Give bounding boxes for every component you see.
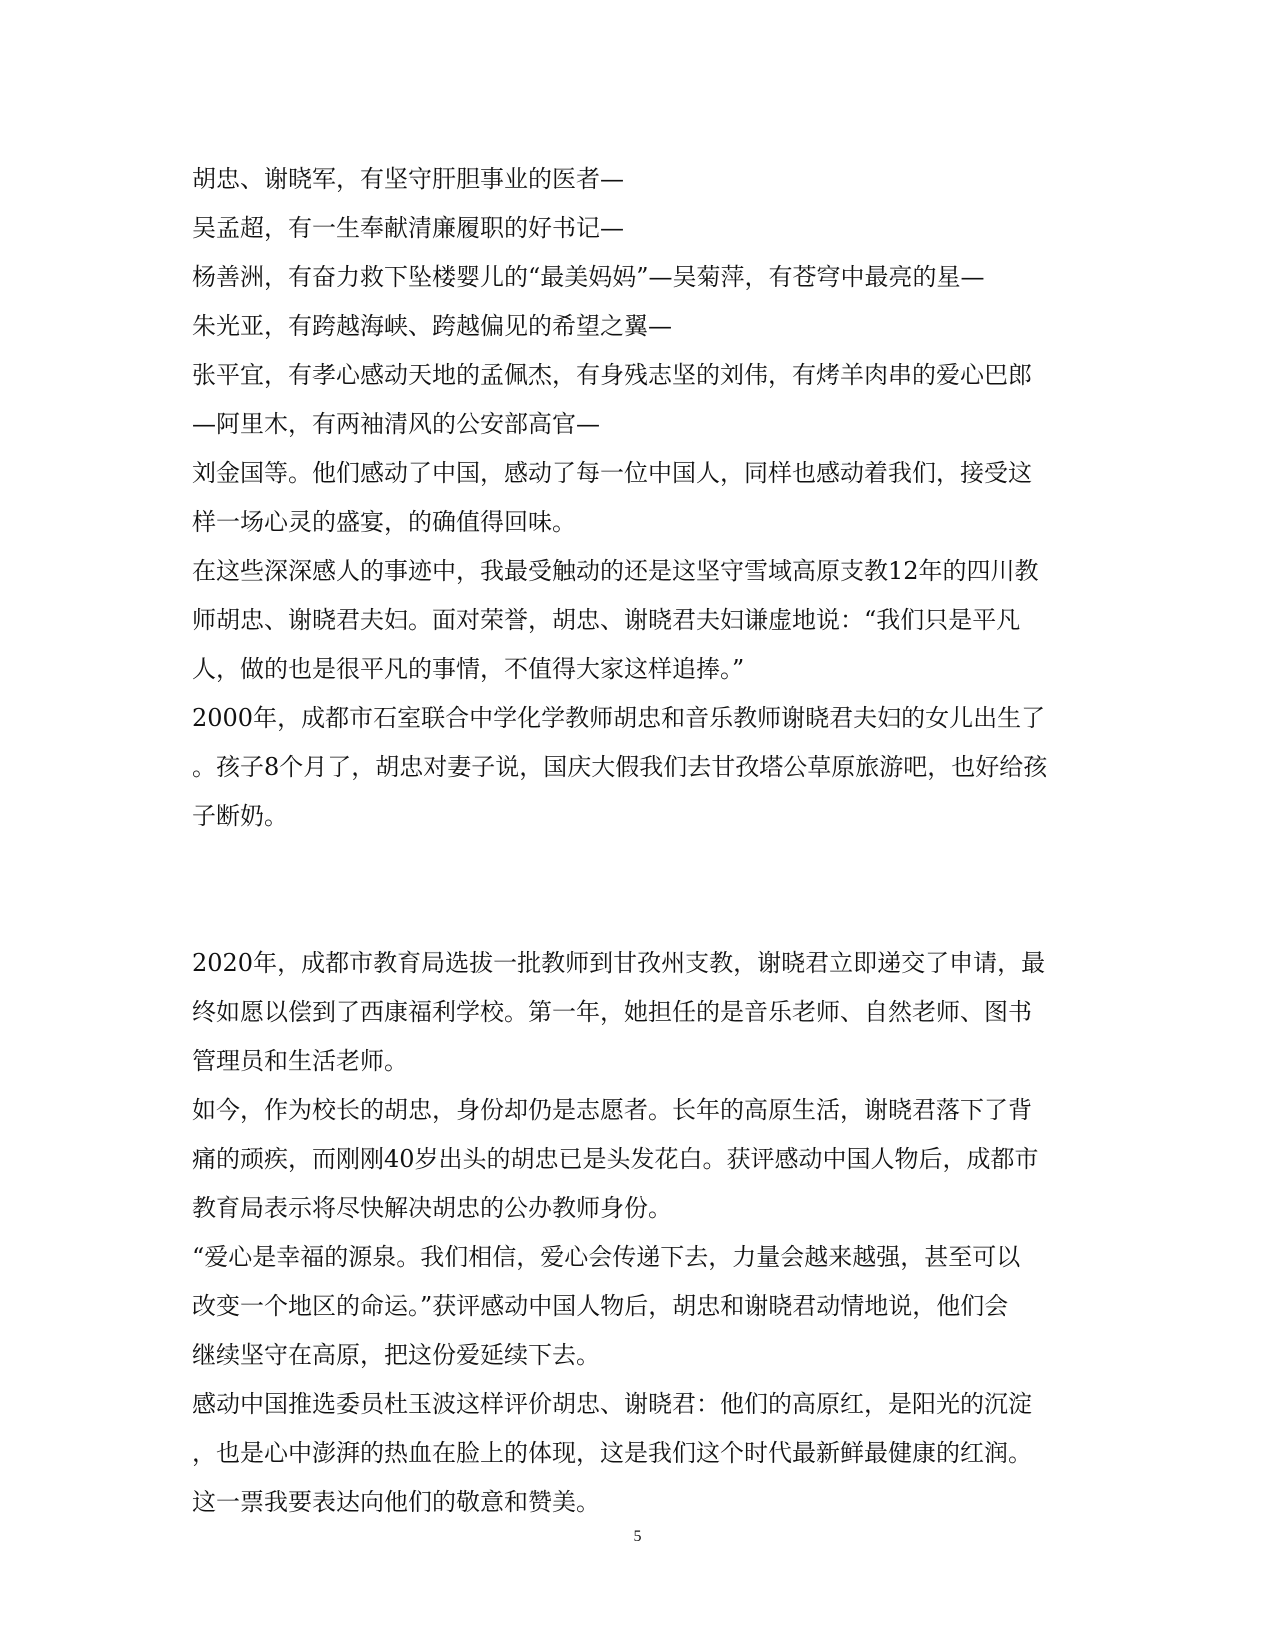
- text-line: 师胡忠、谢晓君夫妇。面对荣誉，胡忠、谢晓君夫妇谦虚地说：“我们只是平凡: [192, 606, 1021, 634]
- text-line: 样一场心灵的盛宴，的确值得回味。: [192, 508, 576, 536]
- text-line: ，也是心中澎湃的热血在脸上的体现，这是我们这个时代最新鲜最健康的红润。: [192, 1439, 1032, 1467]
- text-line: 胡忠、谢晓军，有坚守肝胆事业的医者—: [192, 165, 624, 193]
- text-line: 管理员和生活老师。: [192, 1047, 408, 1075]
- body-text: [192, 155, 1072, 1527]
- text-line: 。孩子8个月了，胡忠对妻子说，国庆大假我们去甘孜塔公草原旅游吧，也好给孩: [192, 753, 1048, 781]
- text-line: —阿里木，有两袖清风的公安部高官—: [192, 410, 600, 438]
- paragraph-gap: [192, 841, 1072, 890]
- text-line: 如今，作为校长的胡忠，身份却仍是志愿者。长年的高原生活，谢晓君落下了背: [192, 1096, 1032, 1124]
- text-line: 刘金国等。他们感动了中国，感动了每一位中国人，同样也感动着我们，接受这: [192, 459, 1032, 487]
- text-line: 人，做的也是很平凡的事情，不值得大家这样追捧。”: [192, 655, 745, 683]
- text-line: 这一票我要表达向他们的敬意和赞美。: [192, 1488, 600, 1516]
- text-line: 教育局表示将尽快解决胡忠的公办教师身份。: [192, 1194, 672, 1222]
- text-line: 终如愿以偿到了西康福利学校。第一年，她担任的是音乐老师、自然老师、图书: [192, 998, 1032, 1026]
- text-line: 改变一个地区的命运。”获评感动中国人物后，胡忠和谢晓君动情地说，他们会: [192, 1292, 1009, 1320]
- text-line: 杨善洲，有奋力救下坠楼婴儿的“最美妈妈”—吴菊萍，有苍穹中最亮的星—: [192, 263, 985, 291]
- text-line: 子断奶。: [192, 802, 288, 830]
- page-number: 5: [633, 1528, 642, 1545]
- text-line: 继续坚守在高原，把这份爱延续下去。: [192, 1341, 600, 1369]
- text-line: 2020年，成都市教育局选拔一批教师到甘孜州支教，谢晓君立即递交了申请，最: [192, 949, 1046, 977]
- text-line: 在这些深深感人的事迹中，我最受触动的还是这坚守雪域高原支教12年的四川教: [192, 557, 1039, 585]
- text-line: 痛的顽疾，而刚刚40岁出头的胡忠已是头发花白。获评感动中国人物后，成都市: [192, 1145, 1039, 1173]
- paragraph-gap: [192, 890, 1072, 939]
- text-line: 感动中国推选委员杜玉波这样评价胡忠、谢晓君：他们的高原红，是阳光的沉淀: [192, 1390, 1032, 1418]
- text-line: “爱心是幸福的源泉。我们相信，爱心会传递下去，力量会越来越强，甚至可以: [192, 1243, 1021, 1271]
- text-line: 张平宜，有孝心感动天地的孟佩杰，有身残志坚的刘伟，有烤羊肉串的爱心巴郎: [192, 361, 1032, 389]
- text-line: 朱光亚，有跨越海峡、跨越偏见的希望之翼—: [192, 312, 672, 340]
- text-line: 吴孟超，有一生奉献清廉履职的好书记—: [192, 214, 624, 242]
- text-line: 2000年，成都市石室联合中学化学教师胡忠和音乐教师谢晓君夫妇的女儿出生了: [192, 704, 1046, 732]
